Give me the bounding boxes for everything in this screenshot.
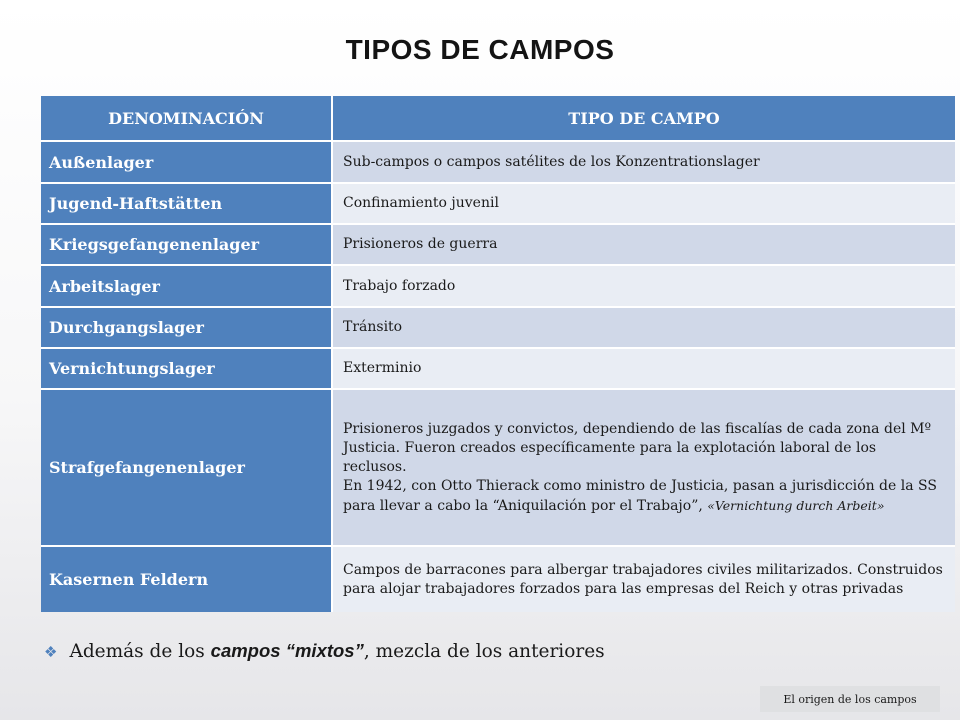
table-row (41, 546, 955, 612)
diamond-bullet-icon: ❖ (44, 643, 58, 661)
camp-name: Kriegsgefangenenlager (41, 224, 332, 265)
table-row (41, 389, 955, 546)
camp-description: Tránsito (332, 307, 955, 348)
slide-title: TIPOS DE CAMPOS (345, 34, 615, 65)
camp-types-table (41, 96, 955, 612)
description-text: En 1942, con Otto Thierack como ministro de Justicia, pasan a jurisdicción de la SS para llevar a cabo la “Aniquilación por el Trabajo”, (343, 477, 937, 514)
camp-description: Trabajo forzado (332, 265, 955, 307)
camp-name: Außenlager (41, 141, 332, 183)
german-quote: «Vernichtung durch Arbeit» (707, 497, 885, 513)
camp-description: Prisioneros de guerra (332, 224, 955, 265)
camp-name: Durchgangslager (41, 307, 332, 348)
header-tipo-de-campo: TIPO DE CAMPO (332, 96, 955, 141)
camp-description: Sub-campos o campos satélites de los Konzentrationslager (332, 141, 955, 183)
note-suffix: , mezcla de los anteriores (363, 641, 605, 662)
mixed-camps-note (44, 640, 605, 662)
camp-name: Jugend-Haftstätten (41, 183, 332, 224)
table-row (41, 141, 955, 183)
camp-name: Strafgefangenenlager (41, 389, 332, 546)
table-row (41, 224, 955, 265)
header-denominacion: DENOMINACIÓN (41, 96, 332, 141)
description-paragraph (343, 477, 943, 516)
camp-name: Vernichtungslager (41, 348, 332, 389)
camp-description: Exterminio (332, 348, 955, 389)
table-header-row (41, 96, 955, 141)
description-paragraph: Prisioneros juzgados y convictos, dependiendo de las fiscalías de cada zona del Mº Justicia. Fueron creados específicamente para la explotación laboral de los reclusos. (343, 420, 932, 475)
camp-description (332, 389, 955, 546)
table-row (41, 265, 955, 307)
camp-name: Arbeitslager (41, 265, 332, 307)
footer-label: El origen de los campos (760, 686, 940, 712)
table-row (41, 307, 955, 348)
table-row (41, 183, 955, 224)
camp-name: Kasernen Feldern (41, 546, 332, 612)
note-emphasis: campos “mixtos” (210, 640, 364, 661)
table-row (41, 348, 955, 389)
note-prefix: Además de los (69, 641, 211, 662)
camp-description: Confinamiento juvenil (332, 183, 955, 224)
camp-description: Campos de barracones para albergar trabajadores civiles militarizados. Construidos para alojar trabajadores forzados para las empresas del Reich y otras privadas (332, 546, 955, 612)
